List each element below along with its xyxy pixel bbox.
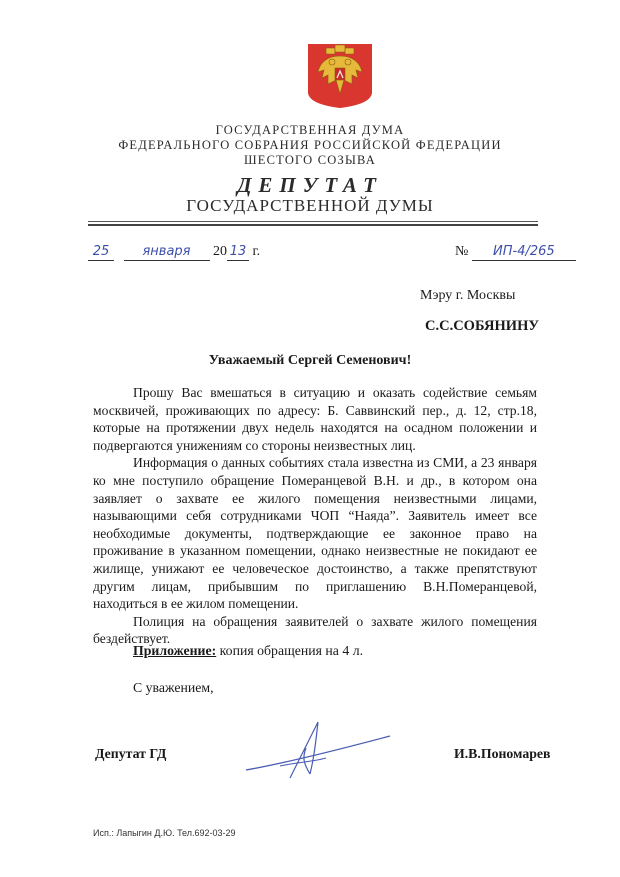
letter-number [455,244,576,261]
executor-note: Исп.: Лапыгин Д.Ю. Тел.692-03-29 [93,828,236,838]
org-line-2: ФЕДЕРАЛЬНОГО СОБРАНИЯ РОССИЙСКОЙ ФЕДЕРАЦИИ [118,138,502,152]
signer-position: Депутат ГД [95,746,167,761]
attachment-text: копия обращения на 4 л. [219,643,364,658]
signer-name: И.В.Пономарев [454,746,551,761]
handwritten-signature [240,718,400,784]
body-paragraph-3: Полиция на обращения заявителей о захвате жилого помещения бездействует. [93,613,537,647]
addressee-name: С.С.СОБЯНИНУ [425,318,539,334]
number-label: № [455,244,469,259]
date-year-unit: г. [252,244,261,259]
coat-of-arms-icon [306,42,374,110]
date-month: января [124,244,210,261]
letterhead-rule-thick [88,224,538,226]
letterhead-rule-thin [88,221,538,222]
org-line-1: ГОСУДАРСТВЕННАЯ ДУМА [215,123,405,137]
letter-date [88,244,260,261]
letterhead-title: ДЕПУТАТ [237,173,383,197]
addressee-title: Мэру г. Москвы [420,288,516,303]
letterhead-subtitle: ГОСУДАРСТВЕННОЙ ДУМЫ [186,196,434,215]
attachment-label: Приложение: [133,643,217,658]
number-value: ИП-4/265 [472,244,576,261]
date-year-suffix: 13 [227,244,249,261]
body-paragraph-1: Прошу Вас вмешаться в ситуацию и оказать содействие семьям москвичей, проживающих по адресу: Б. Саввинский пер., д. 12, стр.18, которые на протяжении двух недель находятся на осадном положении и подвергаются унижениям со стороны неизвестных лиц. [93,385,537,453]
org-line-3: ШЕСТОГО СОЗЫВА [243,153,377,167]
closing: С уважением, [133,680,214,695]
letter-body [93,384,537,648]
body-paragraph-2: Информация о данных событиях стала известна из СМИ, а 23 января ко мне поступило обращение Померанцевой В.Н. и др., в котором она заявляет о захвате ее жилого помещения неизвестными лицами, называющими себя сотрудниками ЧОП “Наяда”. Заявитель имеет все необходимые документы, подтверждающие ее законное право на проживание в указанном помещении, однако неизвестные не покидают ее жилище, унижают ее человеческое достоинство, а также препятствуют другим лицам, прибывшим по приглашению В.Н.Померанцевой, находиться в ее жилом помещении. [93,455,537,612]
date-year-prefix: 20 [213,244,227,259]
greeting: Уважаемый Сергей Семенович! [208,353,412,368]
attachment [133,643,363,659]
date-day: 25 [88,244,114,261]
